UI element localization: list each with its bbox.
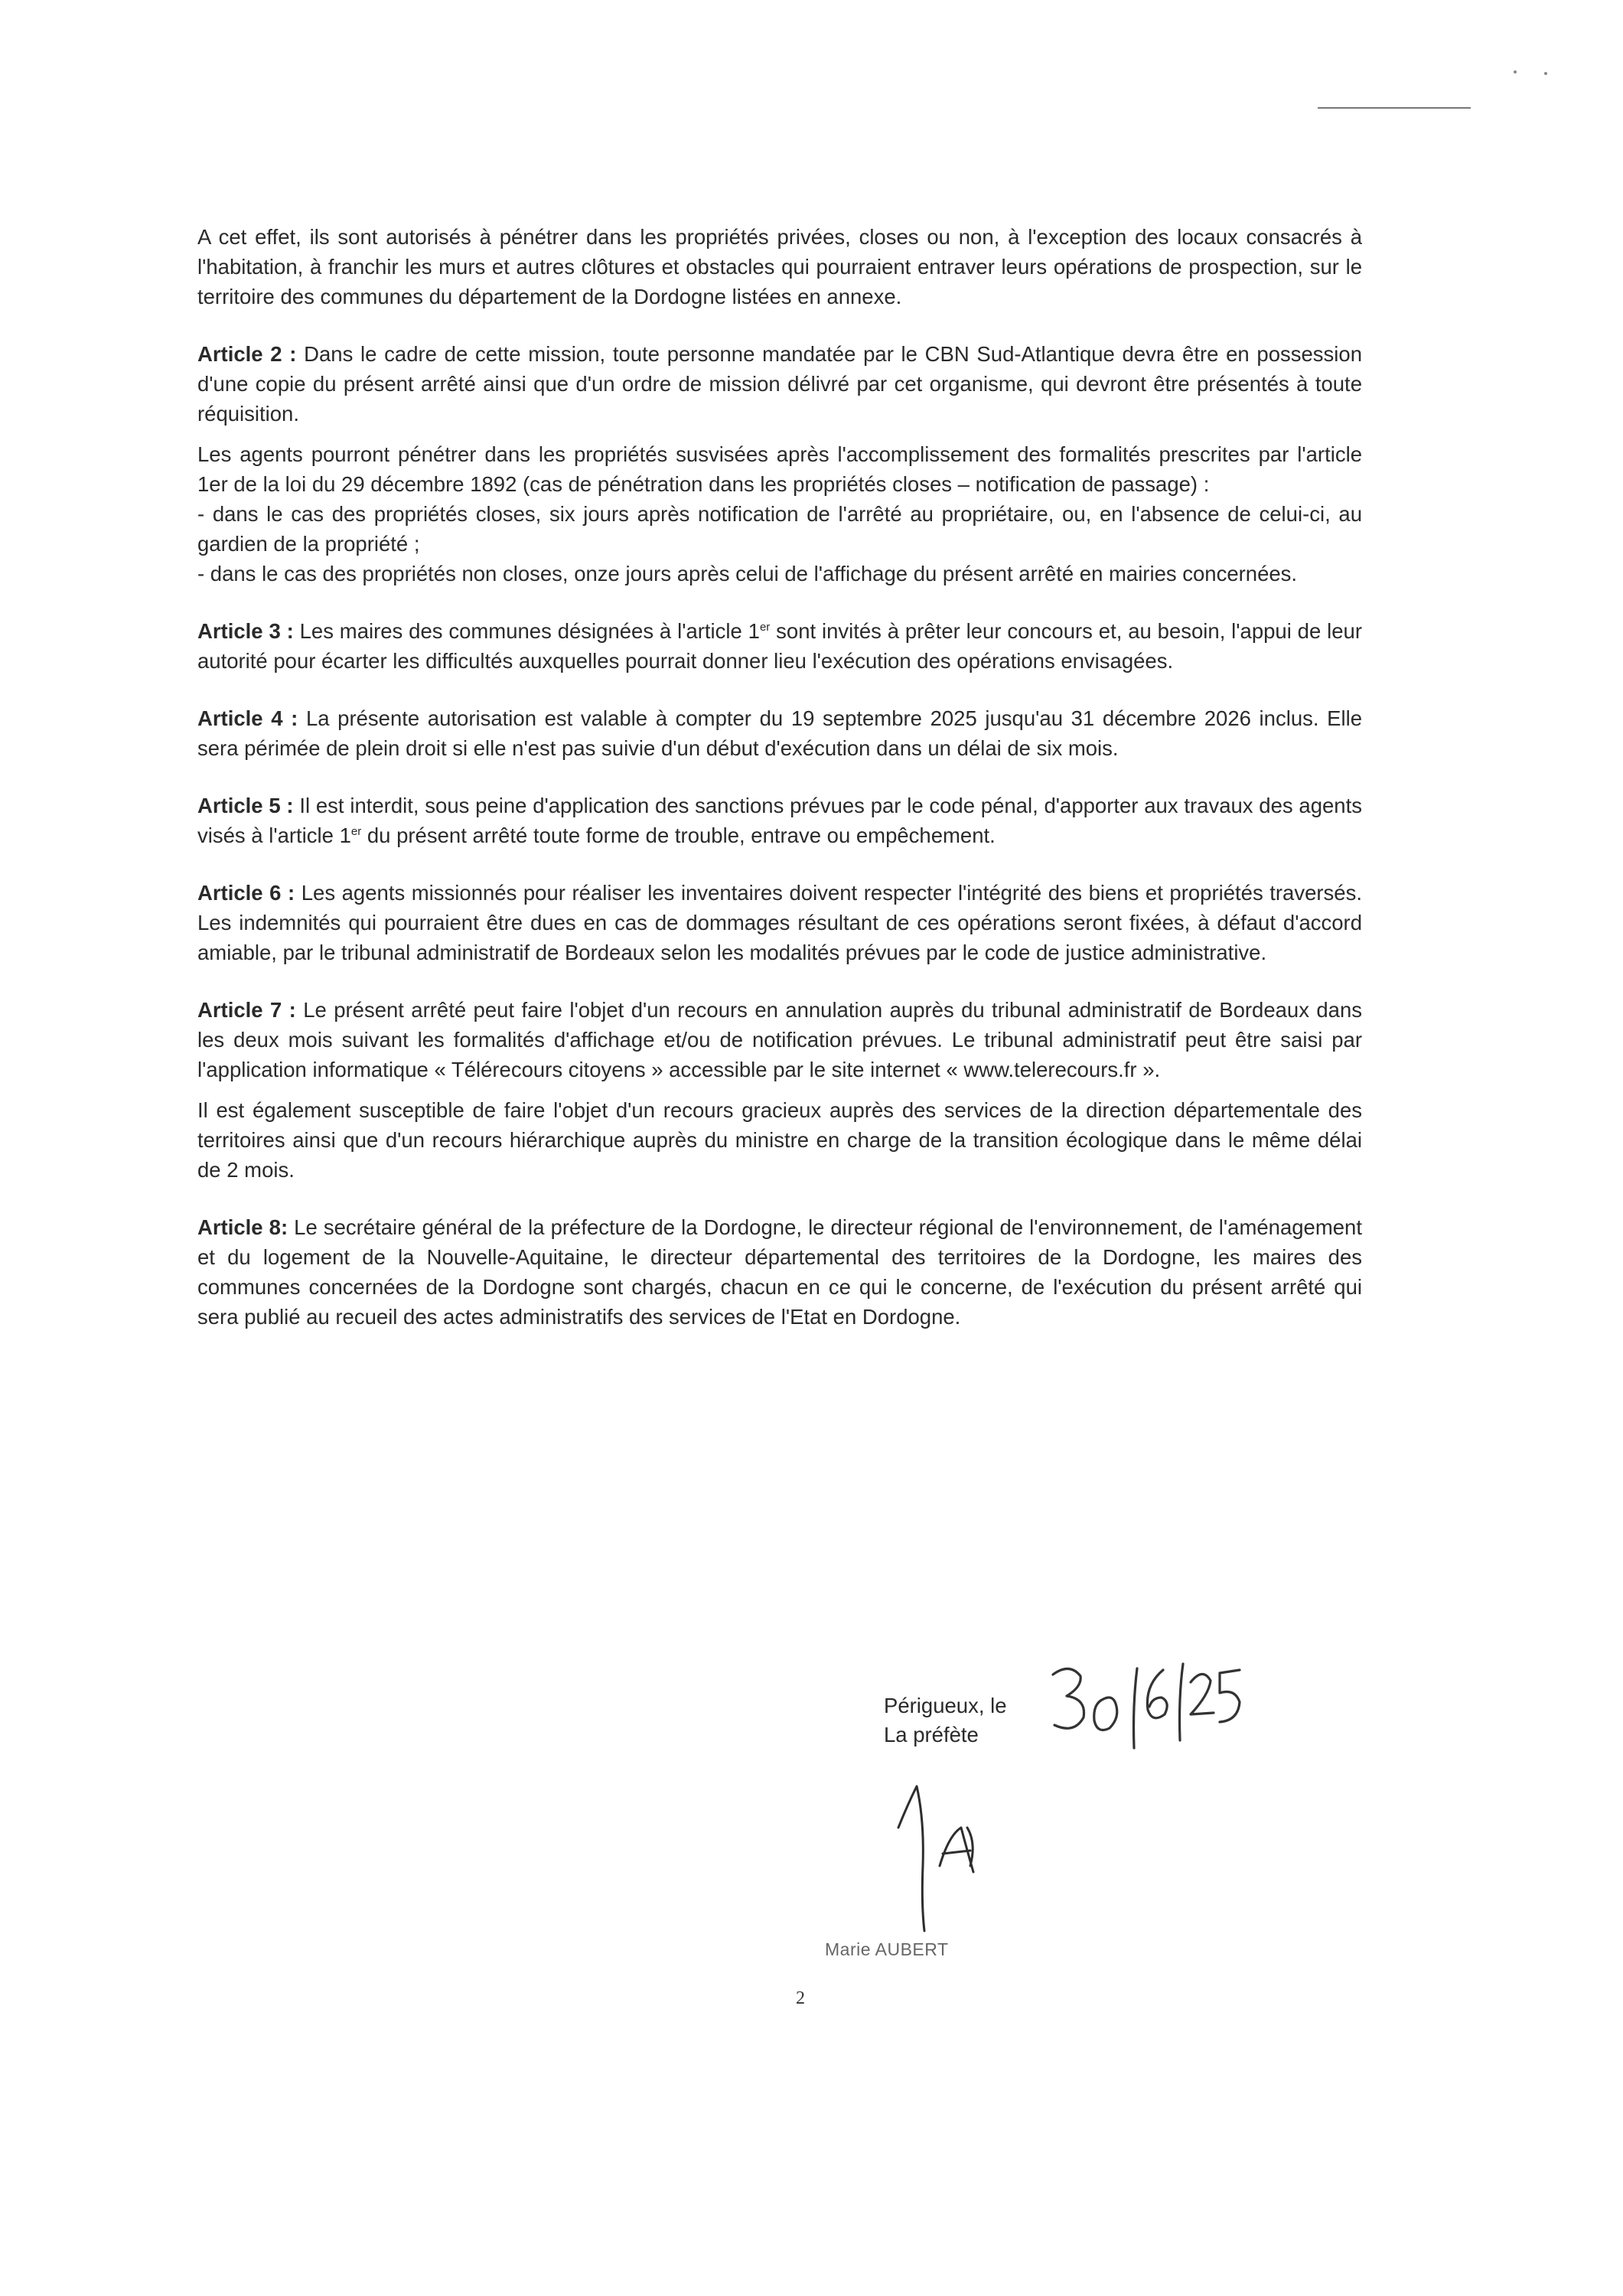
article-3-text-b: sont invités à prêter leur concours et, au besoin, l'appui de leur autorité pour écarter les difficultés auxquelles pourrait donner lieu l'exécution des opérations envisagées. xyxy=(197,619,1362,673)
article-5-label: Article 5 : xyxy=(197,794,294,817)
article-2-label: Article 2 : xyxy=(197,342,297,366)
article-5-paragraph xyxy=(197,791,1362,850)
article-3-paragraph xyxy=(197,616,1362,676)
article-6-label: Article 6 : xyxy=(197,881,295,905)
article-3-label: Article 3 : xyxy=(197,619,294,643)
article-2-item-closed: - dans le cas des propriétés closes, six jours après notification de l'arrêté au propriétaire, ou, en l'absence de celui-ci, au gardien de la propriété ; xyxy=(197,502,1362,556)
article-4-label: Article 4 : xyxy=(197,706,298,730)
scan-speck xyxy=(1514,70,1517,73)
article-2-text: Dans le cadre de cette mission, toute personne mandatée par le CBN Sud-Atlantique devra être en possession d'une copie du présent arrêté ainsi que d'un ordre de mission délivré par cet organisme, qui devront être présentés à toute réquisition. xyxy=(197,342,1362,426)
article-5-text-a: Il est interdit, sous peine d'application des sanctions prévues par le code pénal, d'apporter aux travaux des agents visés à l'article 1 xyxy=(197,794,1362,847)
article-2-item-open: - dans le cas des propriétés non closes, onze jours après celui de l'affichage du présent arrêté en mairies concernées. xyxy=(197,562,1298,585)
article-4-paragraph xyxy=(197,703,1362,763)
signer-name: Marie AUBERT xyxy=(825,1939,949,1959)
signer-title: La préfète xyxy=(884,1723,979,1746)
article-8-label: Article 8: xyxy=(197,1215,288,1239)
article-3-text-a: Les maires des communes désignées à l'article 1 xyxy=(293,619,760,643)
article-6-text: Les agents missionnés pour réaliser les inventaires doivent respecter l'intégrité des biens et propriétés traversés. Les indemnités qui pourraient être dues en cas de dommages résultant de ces opérations seront fixées, à défaut d'accord amiable, par le tribunal administratif de Bordeaux selon les modalités prévues par le code de justice administrative. xyxy=(197,881,1362,964)
article-2-paragraph xyxy=(197,339,1362,429)
signature-place: Périgueux, le xyxy=(884,1694,1007,1717)
article-7-label: Article 7 : xyxy=(197,998,296,1022)
article-7-paragraph xyxy=(197,995,1362,1084)
header-rule xyxy=(1318,107,1471,109)
article-7-appeal-paragraph: Il est également susceptible de faire l'objet d'un recours gracieux auprès des services de la direction départementale des territoires ainsi que d'un recours hiérarchique auprès du ministre en charge de la transition écologique dans le même délai de 2 mois. xyxy=(197,1098,1362,1182)
body-text xyxy=(197,222,1362,1332)
article-6-paragraph xyxy=(197,878,1362,967)
page-number: 2 xyxy=(796,1988,805,2008)
article-7-text: Le présent arrêté peut faire l'objet d'un recours en annulation auprès du tribunal administratif de Bordeaux dans les deux mois suivant les formalités d'affichage et/ou de notification prévues. Le tribunal administratif peut être saisi par l'application informatique « Télérecours citoyens » accessible par le site internet « www.telerecours.fr ». xyxy=(197,998,1362,1081)
article-8-paragraph xyxy=(197,1212,1362,1332)
article-8-text: Le secrétaire général de la préfecture de la Dordogne, le directeur régional de l'environnement, de l'aménagement et du logement de la Nouvelle-Aquitaine, le directeur départemental des territoires de la Dordogne, les maires des communes concernées de la Dordogne sont chargés, chacun en ce qui le concerne, de l'exécution du présent arrêté qui sera publié au recueil des actes administratifs des services de l'Etat en Dordogne. xyxy=(197,1215,1362,1329)
handwritten-date xyxy=(1047,1659,1246,1751)
article-4-text: La présente autorisation est valable à compter du 19 septembre 2025 jusqu'au 31 décembre 2026 inclus. Elle sera périmée de plein droit si elle n'est pas suivie d'un début d'exécution dans un délai de six mois. xyxy=(197,706,1362,760)
article-2-formalities: Les agents pourront pénétrer dans les propriétés susvisées après l'accomplissement des formalités prescrites par l'article 1er de la loi du 29 décembre 1892 (cas de pénétration dans les propriétés closes – notification de passage) : xyxy=(197,442,1362,496)
article-3-superscript: er xyxy=(759,620,771,634)
intro-paragraph: A cet effet, ils sont autorisés à pénétrer dans les propriétés privées, closes ou non, à l'exception des locaux consacrés à l'habitation, à franchir les murs et autres clôtures et obstacles qui pourraient entraver leurs opérations de prospection, sur le territoire des communes du département de la Dordogne listées en annexe. xyxy=(197,225,1362,308)
scan-speck xyxy=(1544,72,1547,75)
article-5-superscript: er xyxy=(350,824,362,838)
article-5-text-b: du présent arrêté toute forme de trouble, entrave ou empêchement. xyxy=(361,823,996,847)
signature-handwritten xyxy=(894,1774,1001,1935)
